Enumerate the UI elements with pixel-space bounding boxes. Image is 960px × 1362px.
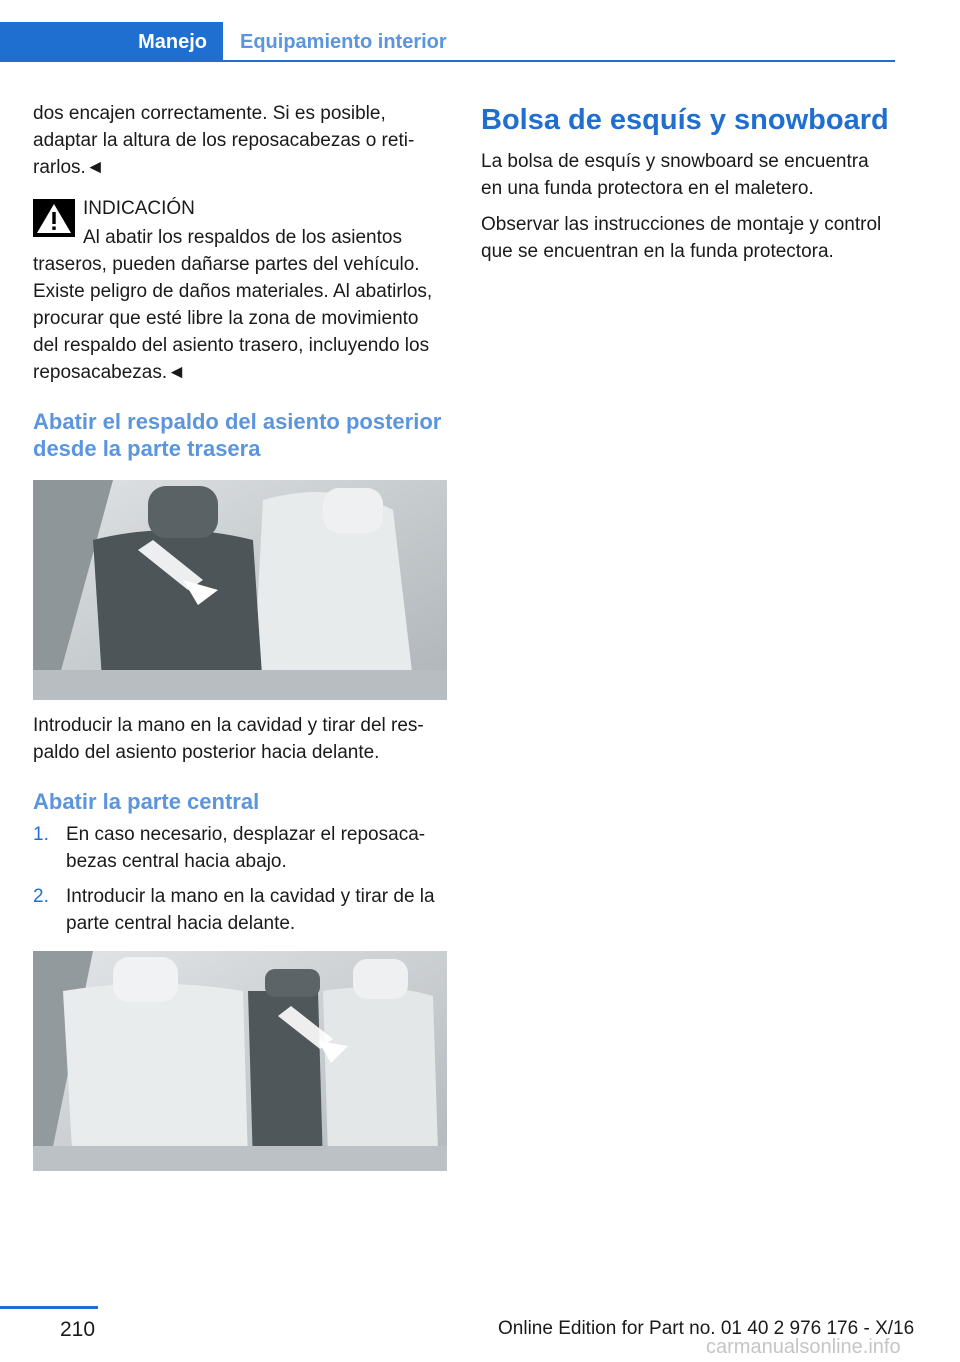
ski-bag-paragraph-1: La bolsa de esquís y snowboard se encuentra en una funda protectora en el maletero. [481, 151, 869, 199]
notice-body-text: Al abatir los respaldos de los asientos traseros, pueden dañarse partes del vehículo. Existe peligro de daños materiales. Al abatirlos, procurar que esté libre la zona de movimiento del respaldo del asiento trasero, incluyendo los reposacabezas.◄ [33, 227, 433, 383]
right-column [481, 100, 895, 265]
notice-body [33, 224, 447, 386]
ski-bag-paragraph-2: Observar las instrucciones de montaje y control que se encuentran en la funda protectora. [481, 214, 882, 262]
page-header [0, 0, 960, 62]
seat-illustration-1 [33, 480, 447, 700]
step-item [33, 821, 447, 875]
page-number: 210 [60, 1318, 96, 1341]
heading-ski-bag: Bolsa de esquís y snowboard [481, 104, 889, 136]
step-text: Introducir la mano en la cavidad y tirar de la parte central hacia delante. [66, 886, 435, 934]
subsection-tab: Equipamiento interior [240, 31, 447, 53]
notice-title: INDICACIÓN [83, 198, 195, 219]
seat-illustration-2 [33, 951, 447, 1171]
watermark: carmanualsonline.info [706, 1336, 901, 1358]
caption-fold-rear: Introducir la mano en la cavidad y tirar del respaldo del asiento posterior hacia delante. [33, 715, 424, 763]
step-number: 2. [33, 886, 49, 907]
step-number: 1. [33, 824, 49, 845]
edition-note: Online Edition for Part no. 01 40 2 976 176 - X/16 [498, 1318, 915, 1339]
step-item [33, 883, 447, 937]
rear-seat-photo-1 [33, 480, 447, 700]
heading-fold-rear: Abatir el respaldo del asiento posterior desde la parte trasera [33, 409, 442, 461]
step-text: En caso necesario, desplazar el reposacabezas central hacia abajo. [66, 824, 426, 872]
section-tab: Manejo [0, 22, 223, 62]
intro-paragraph: dos encajen correctamente. Si es posible, adaptar la altura de los reposacabezas o retirarlos.◄ [33, 103, 415, 178]
steps-list [33, 821, 447, 937]
notice-block [33, 195, 447, 386]
heading-fold-center: Abatir la parte central [33, 789, 260, 814]
rear-seat-photo-2 [33, 951, 447, 1171]
footer-rule [0, 1306, 98, 1309]
left-column [33, 100, 447, 1171]
warning-icon [33, 199, 75, 237]
